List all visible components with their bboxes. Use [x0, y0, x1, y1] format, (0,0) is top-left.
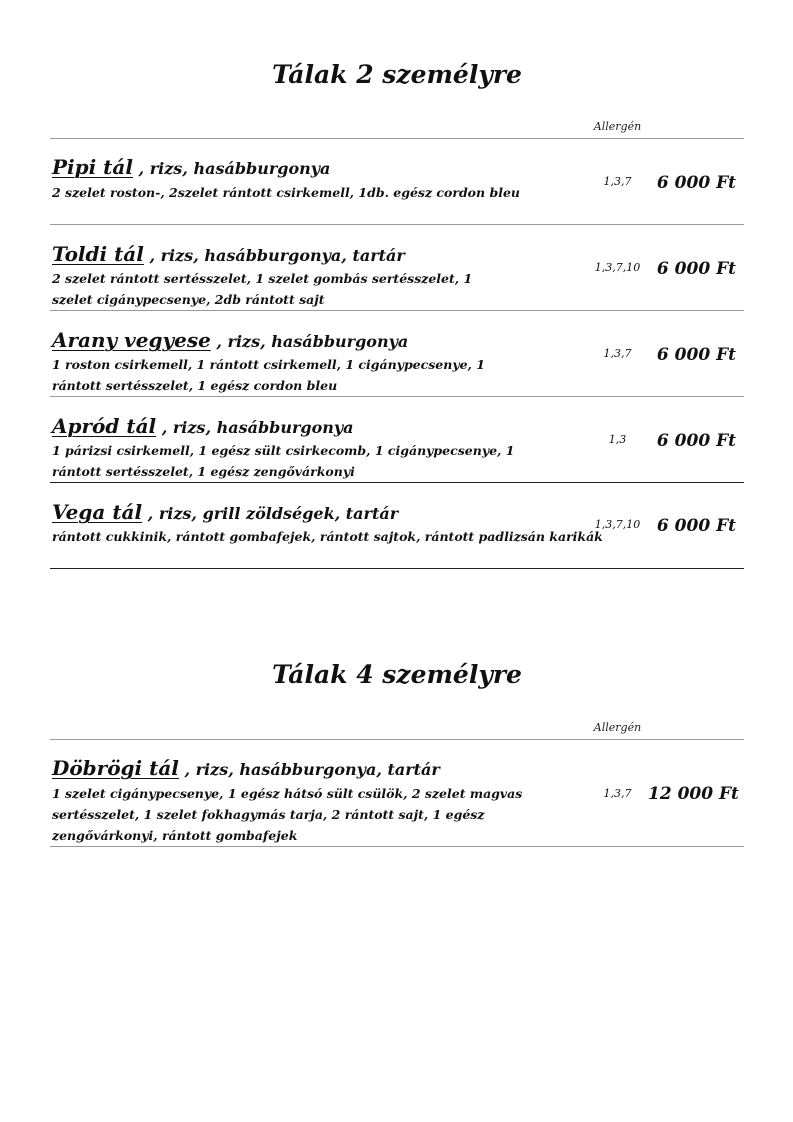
item-name: Pipi tál — [52, 155, 133, 179]
menu-item-toldi-tal — [50, 242, 744, 310]
item-sides: , rizs, hasábburgonya — [132, 159, 331, 178]
header-divider — [50, 138, 744, 139]
menu-item-dobrogi-tal — [50, 756, 744, 848]
item-name: Arany vegyese — [52, 328, 211, 352]
item-price: 6 000 Ft — [656, 431, 736, 451]
section-title: Tálak 4 személyre — [272, 660, 522, 689]
item-name: Vega tál — [52, 500, 143, 524]
item-description: 1 roston csirkemell, 1 rántott csirkemell, 1 cigánypecsenye, 1 rántott sertésszelet, 1 egész cordon bleu — [52, 357, 485, 393]
item-allergens: 1,3 — [608, 433, 627, 446]
menu-item-aprod-tal — [50, 414, 744, 482]
menu-item-vega-tal — [50, 500, 744, 568]
item-sides: , rizs, hasábburgonya — [156, 418, 354, 437]
item-allergens: 1,3,7 — [603, 175, 632, 188]
item-price: 6 000 Ft — [656, 345, 736, 365]
item-description: 1 szelet cigánypecsenye, 1 egész hátsó sült csülök, 2 szelet magvas sertésszelet, 1 szelet fokhagymás tarja, 2 rántott sajt, 1 egész zengővárkonyi, rántott gombafejek — [52, 786, 523, 843]
item-price: 6 000 Ft — [656, 259, 736, 279]
item-name: Döbrögi tál — [52, 756, 179, 780]
item-allergens: 1,3,7,10 — [594, 518, 641, 531]
menu-item-pipi-tal — [50, 155, 744, 223]
item-description: 2 szelet rántott sertésszelet, 1 szelet gombás sertésszelet, 1 szelet cigánypecsenye, 2db rántott sajt — [52, 271, 473, 307]
item-price: 12 000 Ft — [648, 784, 739, 804]
item-allergens: 1,3,7,10 — [594, 261, 641, 274]
section-bottom-divider — [50, 568, 744, 569]
item-description: 2 szelet roston-, 2szelet rántott csirkemell, 1db. egész cordon bleu — [52, 185, 520, 200]
item-description: 1 párizsi csirkemell, 1 egész sült csirkecomb, 1 cigánypecsenye, 1 rántott sertésszelet, 1 egész zengővárkonyi — [52, 443, 515, 479]
item-description: rántott cukkinik, rántott gombafejek, rántott sajtok, rántott padlizsán karikák — [52, 529, 603, 544]
item-divider — [50, 482, 744, 483]
item-name: Toldi tál — [52, 242, 144, 266]
item-allergens: 1,3,7 — [603, 787, 632, 800]
section-title: Tálak 2 személyre — [272, 60, 522, 89]
item-allergens: 1,3,7 — [603, 347, 632, 360]
section-bottom-divider — [50, 846, 744, 847]
item-price: 6 000 Ft — [656, 516, 736, 536]
item-divider — [50, 396, 744, 397]
item-name: Apród tál — [52, 414, 157, 438]
item-sides: , rizs, hasábburgonya, tartár — [178, 760, 440, 779]
section-4-persons — [50, 600, 744, 860]
header-divider — [50, 739, 744, 740]
item-sides: , rizs, grill zöldségek, tartár — [142, 504, 399, 523]
item-divider — [50, 310, 744, 311]
item-sides: , rizs, hasábburgonya — [210, 332, 409, 351]
allergen-column-header: Allergén — [593, 721, 642, 734]
item-divider — [50, 224, 744, 225]
item-price: 6 000 Ft — [656, 173, 736, 193]
section-2-persons — [50, 0, 744, 580]
item-sides: , rizs, hasábburgonya, tartár — [143, 246, 405, 265]
allergen-column-header: Allergén — [593, 120, 642, 133]
menu-item-arany-vegyese — [50, 328, 744, 396]
